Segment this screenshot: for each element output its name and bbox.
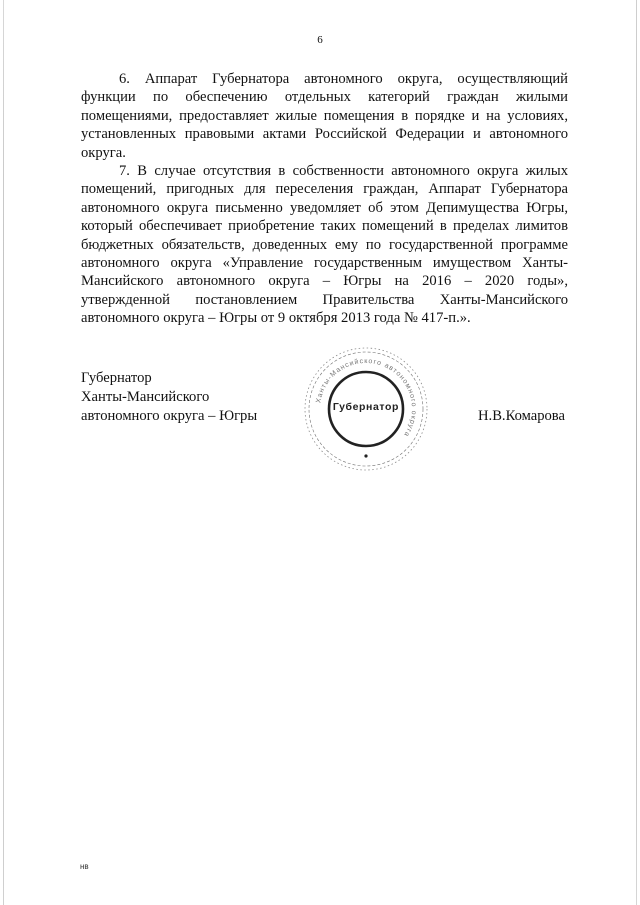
official-seal — [296, 344, 436, 474]
scan-edge-right — [636, 0, 637, 905]
signer-name: Н.В.Комарова — [478, 408, 565, 424]
position-line-3: автономного округа – Югры — [81, 408, 258, 424]
seal-center-text: Губернатор — [332, 401, 400, 413]
signatory-position — [81, 369, 257, 426]
executor-initials: нв — [80, 862, 89, 871]
position-line-2: Ханты-Мансийского — [81, 389, 210, 405]
paragraph-6: 6. Аппарат Губернатора автономного округа, осуществляющий функции по обеспечению отдельных категорий граждан жилыми помещениями, предоставляет жилые помещения в порядке и на условиях, установленных правовыми актами Российской Федерации и автономного округа. — [81, 71, 568, 161]
svg-text:Ханты-Мансийского автономного: Ханты-Мансийского автономного округа — [315, 357, 418, 439]
document-body — [81, 70, 568, 328]
position-line-1: Губернатор — [81, 370, 152, 386]
scan-edge-left — [3, 0, 4, 905]
paragraph-7: 7. В случае отсутствия в собственности автономного округа жилых помещений, пригодных для переселения граждан, Аппарат Губернатора автономного округа письменно уведомляет об этом Депимущества Югры, который обеспечивает приобретение таких помещений в пределах лимитов бюджетных обязательств, доведенных ему по государственной программе автономного округа «Управление государственным имуществом Ханты-Мансийского автономного округа – Югры на 2016 – 2020 годы», утвержденной постановлением Правительства Ханты-Мансийского автономного округа – Югры от 9 октября 2013 года № 417-п.». — [81, 163, 568, 327]
page-number: 6 — [317, 34, 323, 46]
